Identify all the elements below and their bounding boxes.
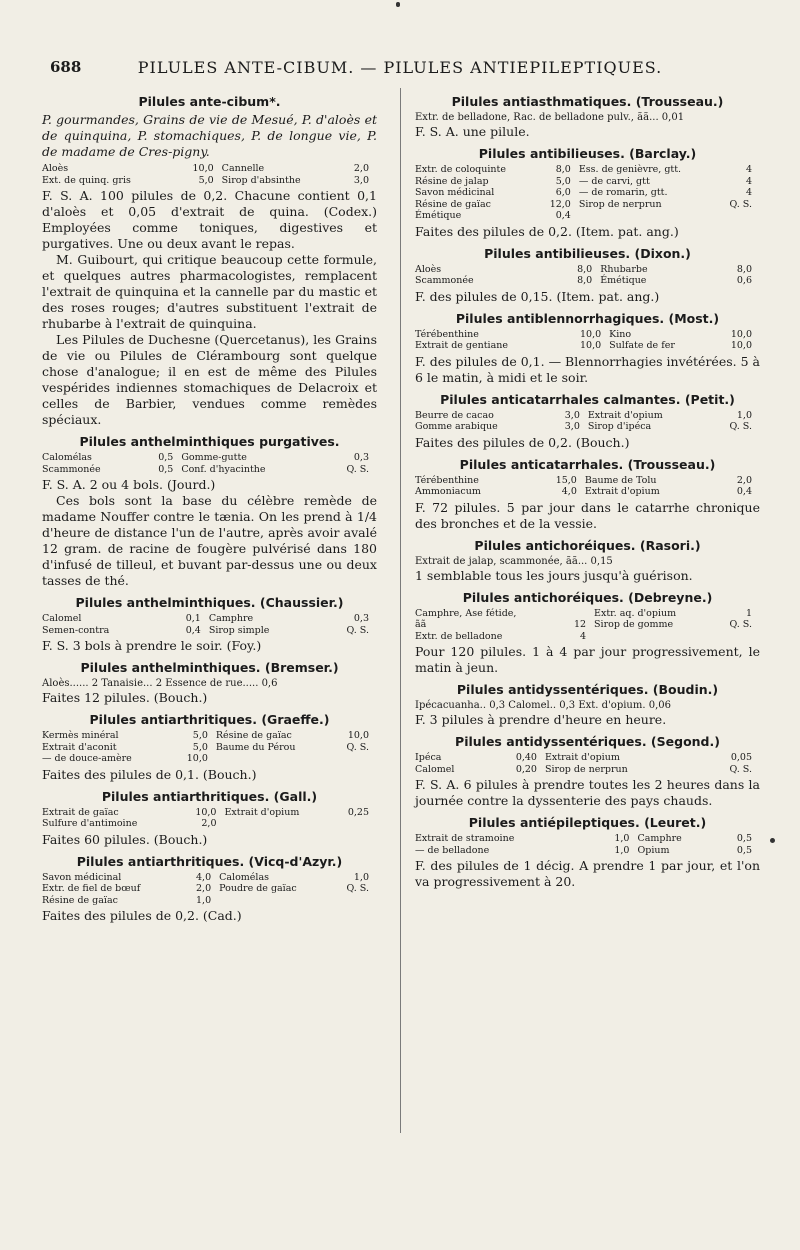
ingredient-cell: 0,5 [736, 833, 752, 844]
ingredient-row [415, 176, 760, 188]
ingredient-cell: 5,0 [555, 175, 571, 187]
ingredient-cell: 2,0 [353, 163, 369, 174]
ingredient-cell: Q. S. [729, 763, 752, 775]
ingredient-cell: 10,0 [730, 328, 752, 340]
ingredient-cell: 0,20 [515, 763, 537, 775]
ingredient-row [415, 631, 760, 643]
ingredient-cell [224, 818, 334, 830]
ingredient-cell: Ess. de genièvre, gtt. [578, 164, 682, 175]
ingredient-cell: Cannelle [221, 163, 265, 174]
paragraph: F. S. 3 bols à prendre le soir. (Foy.) [42, 638, 262, 653]
ingredient-cell: 15,0 [555, 474, 577, 486]
ingredient-cell: Gomme-gutte [181, 452, 247, 463]
ingredient-cell: 0,1 [185, 613, 201, 624]
ingredient-row [415, 329, 760, 341]
ingredient-cell [718, 210, 760, 222]
ingredient-cell: Ext. de quinq. gris [42, 174, 131, 186]
ingredient-cell: — de carvi, gtt [578, 175, 650, 187]
ingredient-cell: Conf. d'hyacinthe [181, 463, 266, 475]
ingredient-cell: Émétique [600, 275, 647, 286]
ingredient-cell [332, 895, 377, 907]
ingredient-row [415, 833, 760, 845]
ingredient-line: Extr. de belladone, Rac. de belladone pulv., ãã... 0,01 [415, 112, 685, 123]
ingredient-cell: 0,05 [730, 752, 752, 763]
ingredient-row [42, 613, 377, 625]
ingredient-cell: Aloès [415, 263, 442, 275]
ingredient-row [42, 818, 377, 830]
ingredient-table [42, 807, 377, 830]
ingredient-cell: Résine de jalap [415, 175, 489, 187]
ingredient-cell: 4,0 [561, 486, 577, 497]
ingredient-cell: Q. S. [729, 421, 752, 432]
section-heading: Pilules antiarthritiques. (Gall.) [101, 788, 318, 804]
ingredient-cell: Calomel [415, 763, 455, 775]
section-heading: Pilules antiblennorrhagiques. (Most.) [455, 310, 720, 326]
ingredient-line: Extrait de jalap, scammonée, ãã... 0,15 [415, 555, 613, 567]
page-number: 688 [50, 58, 82, 76]
ingredient-table [42, 452, 377, 475]
paragraph: Faites des pilules de 0,2. (Bouch.) [415, 434, 630, 450]
paragraph: Faites des pilules de 0,1. (Bouch.) [42, 766, 257, 782]
ingredient-cell: — de romarin, gtt. [578, 187, 668, 198]
ingredient-cell: Q. S. [346, 624, 369, 636]
ingredient-row [415, 475, 760, 487]
ingredient-cell [594, 631, 715, 643]
ingredient-table [415, 264, 760, 287]
ingredient-cell: 0,5 [736, 844, 752, 856]
ingredient-cell: Ammoniacum [415, 486, 481, 497]
section-heading: Pilules antibilieuses. (Dixon.) [484, 245, 691, 261]
ingredient-row [42, 625, 377, 637]
ingredient-cell: Extr. de belladone [415, 630, 503, 642]
ingredient-cell: Scammonée [415, 275, 474, 286]
ingredient-cell: Extrait d'opium [544, 752, 620, 763]
section-heading: Pilules antichoréiques. (Rasori.) [474, 537, 701, 553]
ingredient-cell: Q. S. [729, 198, 752, 210]
paragraph: F. S. A. 100 pilules de 0,2. Chacune contient 0,1 d'aloès et 0,05 d'extrait de quina. (Codex.) Employées comme toniques, digestives et purgatives. Une ou deux avant le repas. [42, 188, 377, 251]
ingredient-cell: Q. S. [346, 883, 369, 894]
ingredient-cell: 0,4 [185, 624, 201, 636]
ingredient-cell [219, 895, 332, 907]
ingredient-cell: Extrait d'opium [587, 409, 663, 421]
ingredient-table [415, 164, 760, 222]
ingredient-cell: 12,0 [549, 198, 571, 210]
ingredient-row [415, 187, 760, 199]
ingredient-row [415, 752, 760, 764]
ingredient-table [415, 475, 760, 498]
ingredient-row [415, 608, 760, 620]
ingredient-row [415, 264, 760, 276]
section-heading: Pilules anthelminthiques purgatives. [79, 434, 340, 449]
ingredient-cell: 1,0 [736, 409, 752, 421]
ingredient-row [415, 275, 760, 287]
ingredient-cell: Extrait de stramoine [415, 833, 515, 844]
ingredient-cell: 8,0 [577, 275, 593, 286]
ingredient-cell: 6,0 [555, 187, 571, 198]
paragraph: Faites des pilules de 0,2. (Item. pat. ang.) [415, 223, 679, 239]
ingredient-cell: 8,0 [577, 263, 593, 275]
paragraph: F. 3 pilules à prendre d'heure en heure. [415, 712, 667, 727]
ingredient-cell: Calomel [42, 613, 82, 624]
ingredient-cell: 4,0 [196, 871, 212, 883]
ingredient-cell: 1,0 [353, 871, 369, 883]
ingredient-cell: 1,0 [614, 844, 630, 856]
ingredient-row [415, 764, 760, 776]
left-column [42, 88, 377, 924]
ingredient-cell: 1,0 [614, 833, 630, 844]
ingredient-cell: Beurre de cacao [415, 409, 494, 421]
ingredient-line: Aloès...... 2 Tanaisie... 2 Essence de rue..... 0,6 [42, 678, 278, 689]
ingredient-cell: Émétique [415, 210, 462, 221]
ingredient-row [42, 730, 377, 742]
ingredient-cell: Poudre de gaïac [219, 883, 297, 894]
ingredient-table [415, 329, 760, 352]
ingredient-cell: Extrait d'opium [224, 806, 300, 818]
ingredient-cell: Baume de Tolu [584, 474, 657, 486]
section-heading: Pilules anticatarrhales calmantes. (Petit.) [440, 391, 735, 407]
ingredient-cell: Extr. de fiel de bœuf [42, 883, 141, 894]
ingredient-cell: Savon médicinal [42, 871, 122, 883]
page-header [50, 58, 750, 82]
ingredient-cell: Extrait d'opium [584, 486, 660, 497]
paragraph: 1 semblable tous les jours jusqu'à guérison. [415, 567, 693, 583]
ingredient-table [415, 833, 760, 856]
ingredient-row [415, 410, 760, 422]
ingredient-row [42, 742, 377, 754]
ingredient-cell: Gomme arabique [415, 421, 498, 432]
ingredient-cell: 0,25 [347, 806, 369, 818]
ingredient-cell [216, 753, 332, 765]
ingredient-cell: 3,0 [564, 409, 580, 421]
section-heading: Pilules anthelminthiques. (Chaussier.) [75, 595, 344, 610]
ingredient-row [42, 807, 377, 819]
paragraph: F. des pilules de 1 décig. A prendre 1 par jour, et l'on va progressivement à 20. [415, 858, 760, 889]
ingredient-row [42, 452, 377, 464]
ingredient-cell: Extr. aq. d'opium [594, 607, 677, 619]
ingredient-cell: 10,0 [192, 163, 214, 174]
ingredient-cell: Savon médicinal [415, 187, 495, 198]
ingredient-cell: 2,0 [201, 818, 217, 829]
ingredient-cell: 10,0 [730, 340, 752, 351]
paragraph: M. Guibourt, qui critique beaucoup cette formule, et quelques autres pharmacologistes, remplacent l'extrait de quinquina et la cannelle par du mastic et des roses rouges; d'autres substituent l'extrait de rhubarbe à l'extrait de quinquina. [42, 252, 377, 331]
paragraph: Faites 12 pilules. (Bouch.) [42, 690, 208, 705]
section-heading: Pilules anticatarrhales. (Trousseau.) [459, 456, 716, 472]
ingredient-cell: ãã [415, 619, 427, 630]
ingredient-cell: 0,6 [736, 275, 752, 286]
section-heading: Pilules anthelminthiques. (Bremser.) [80, 660, 339, 675]
ingredient-cell: Extrait de gentiane [415, 340, 508, 351]
ingredient-row [42, 163, 377, 175]
ingredient-cell: 5,0 [198, 174, 214, 186]
print-speck [396, 2, 400, 7]
ingredient-row [42, 883, 377, 895]
ingredient-cell: 3,0 [564, 421, 580, 432]
ingredient-table [42, 613, 377, 636]
section-heading: Pilules antiépileptiques. (Leuret.) [468, 815, 707, 830]
ingredient-table [415, 410, 760, 433]
ingredient-line: Ipécacuanha.. 0,3 Calomel.. 0,3 Ext. d'opium. 0,06 [415, 700, 671, 711]
ingredient-cell: 0,5 [158, 463, 174, 475]
ingredient-table [415, 608, 760, 643]
ingredient-row [415, 340, 760, 352]
ingredient-table [42, 163, 377, 186]
ingredient-cell: Baume du Pérou [215, 741, 296, 753]
ingredient-cell: 10,0 [580, 328, 602, 340]
ingredient-cell [334, 818, 377, 830]
ingredient-row [415, 486, 760, 498]
ingredient-cell: Camphre, Ase fétide, [415, 607, 517, 619]
ingredient-cell: 8,0 [555, 164, 571, 175]
section-heading: Pilules antichoréiques. (Debreyne.) [462, 589, 713, 605]
margin-mark [770, 838, 775, 843]
ingredient-cell: Résine de gaïac [42, 894, 118, 906]
ingredient-cell: Sirop de gomme [594, 619, 674, 630]
ingredient-table [415, 752, 760, 775]
paragraph: F. 72 pilules. 5 par jour dans le catarrhe chronique des bronches et de la vessie. [415, 499, 760, 531]
ingredient-cell: 0,3 [353, 452, 369, 463]
ingredient-row [415, 421, 760, 433]
ingredient-cell: 0,4 [555, 210, 571, 221]
ingredient-cell: 0,4 [736, 486, 752, 497]
ingredient-cell: 1,0 [196, 894, 212, 906]
ingredient-cell: Résine de gaïac [215, 730, 292, 741]
ingredient-cell: Sulfate de fer [609, 340, 675, 351]
section-heading: Pilules antiarthritiques. (Graeffe.) [89, 712, 330, 727]
paragraph: F. des pilules de 0,1. — Blennorrhagies invétérées. 5 à 6 le matin, à midi et le soir. [415, 353, 760, 385]
ingredient-cell: 10,0 [580, 340, 602, 351]
ingredient-cell: 2,0 [736, 474, 752, 486]
section-heading: Pilules antiarthritiques. (Vicq-d'Azyr.) [76, 853, 343, 869]
ingredient-cell: Sirop de nerprun [578, 198, 662, 210]
ingredient-row [42, 872, 377, 884]
ingredient-cell: 1 [745, 607, 752, 619]
section-heading: Pilules antiasthmatiques. (Trousseau.) [451, 94, 724, 109]
ingredient-cell: 12 [573, 619, 587, 630]
ingredient-cell: 5,0 [192, 730, 208, 741]
paragraph: Les Pilules de Duchesne (Quercetanus), les Grains de vie ou Pilules de Clérambourg sont quelque chose d'analogue; il en est de même des Pilules vespérides indiennes stomachiques de Delacroix et celles de Barbier, vendues comme remèdes spéciaux. [42, 332, 377, 427]
paragraph: F. S. A. 2 ou 4 bols. (Jourd.) [42, 477, 216, 492]
ingredient-cell [715, 631, 760, 643]
ingredient-cell: Sirop de nerprun [544, 763, 628, 775]
ingredient-row [415, 619, 760, 631]
ingredient-cell: 10,0 [186, 753, 208, 764]
ingredient-row [415, 845, 760, 857]
ingredient-row [42, 464, 377, 476]
ingredient-cell: 10,0 [347, 730, 369, 741]
section-heading: Pilules antidyssentériques. (Boudin.) [456, 682, 719, 697]
paragraph: F. des pilules de 0,15. (Item. pat. ang.) [415, 288, 660, 304]
ingredient-cell: 4 [745, 187, 752, 198]
ingredient-row [42, 753, 377, 765]
ingredient-cell: Sirop d'ipéca [587, 421, 652, 432]
ingredient-row [415, 199, 760, 211]
ingredient-cell: Térébenthine [415, 328, 479, 340]
ingredient-cell: 5,0 [192, 741, 208, 753]
ingredient-cell: Extr. de coloquinte [415, 164, 506, 175]
ingredient-cell: Camphre [637, 833, 682, 844]
ingredient-cell: 10,0 [195, 806, 217, 818]
ingredient-cell: Calomélas [42, 452, 92, 463]
section-heading: Pilules antidyssentériques. (Segond.) [455, 734, 720, 749]
ingredient-cell: Opium [637, 844, 670, 856]
section-heading: Pilules antibilieuses. (Barclay.) [478, 146, 697, 161]
ingredient-cell: Calomélas [219, 871, 270, 883]
ingredient-cell: 2,0 [196, 883, 212, 894]
ingredient-cell: Semen-contra [42, 624, 110, 636]
ingredient-cell: Kermès minéral [42, 730, 119, 741]
ingredient-cell: Aloès [42, 163, 69, 174]
ingredient-row [42, 175, 377, 187]
ingredient-cell: 4 [745, 175, 752, 187]
ingredient-cell: Sulfure d'antimoine [42, 818, 138, 829]
paragraph: F. S. A. une pilule. [415, 124, 530, 139]
ingredient-cell: Q. S. [729, 619, 752, 630]
ingredient-cell: 0,3 [353, 613, 369, 624]
ingredient-cell: 3,0 [353, 174, 369, 186]
ingredient-cell [579, 210, 718, 222]
ingredient-cell: Ipéca [415, 752, 442, 763]
ingredient-table [42, 872, 377, 907]
ingredient-cell: 4 [580, 630, 587, 642]
ingredient-cell: Camphre [208, 613, 254, 624]
ingredient-cell: Rhubarbe [600, 263, 648, 275]
paragraph: Faites des pilules de 0,2. (Cad.) [42, 908, 242, 923]
ingredient-cell [564, 608, 594, 620]
ingredient-cell [332, 753, 377, 765]
ingredient-cell: Extrait de gaïac [42, 806, 119, 818]
ingredient-cell: — de douce-amère [42, 753, 132, 764]
right-column [415, 88, 760, 890]
ingredient-cell: Q. S. [346, 463, 369, 475]
ingredient-cell: Extrait d'aconit [42, 741, 117, 753]
ingredient-row [42, 895, 377, 907]
ingredient-cell: Kino [609, 328, 632, 340]
ingredient-cell: 8,0 [736, 263, 752, 275]
ingredient-row [415, 164, 760, 176]
ingredient-cell: Sirop d'absinthe [221, 174, 301, 186]
paragraph: Ces bols sont la base du célèbre remède de madame Nouffer contre le tænia. On les prend à 1/4 d'heure de distance l'un de l'autre, après avoir avalé 12 gram. de racine de fougère pulvérisé dans 180 d'infusé de tilleul, et buvant par-dessus une ou deux tasses de thé. [42, 493, 377, 588]
ingredient-row [415, 210, 760, 222]
paragraph: Pour 120 pilules. 1 à 4 par jour progressivement, le matin à jeun. [415, 644, 760, 675]
running-title: PILULES ANTE-CIBUM. — PILULES ANTIEPILEPTIQUES. [137, 58, 663, 77]
paragraph: Faites 60 pilules. (Bouch.) [42, 831, 208, 847]
column-divider [400, 88, 401, 1133]
ingredient-cell: 4 [745, 164, 752, 175]
ingredient-cell: — de belladone [415, 844, 490, 856]
ingredient-cell: Scammonée [42, 463, 101, 475]
paragraph: F. S. A. 6 pilules à prendre toutes les 2 heures dans la journée contre la dyssenterie des pays chauds. [415, 777, 760, 808]
ingredient-cell: Sirop simple [208, 624, 270, 636]
ingredient-table [42, 730, 377, 765]
ingredient-cell: Q. S. [346, 741, 369, 753]
section-heading: Pilules ante-cibum*. [138, 94, 281, 109]
ingredient-cell: Résine de gaïac [415, 198, 491, 210]
ingredient-cell: Térébenthine [415, 474, 479, 486]
ingredient-cell: 0,5 [158, 452, 174, 463]
ingredient-cell: 0,40 [515, 752, 537, 763]
section-subtitle: P. gourmandes, Grains de vie de Mesué, P. d'aloès et de quinquina, P. stomachiques, P. de longue vie, P. de madame de Cres-pigny. [42, 112, 377, 159]
